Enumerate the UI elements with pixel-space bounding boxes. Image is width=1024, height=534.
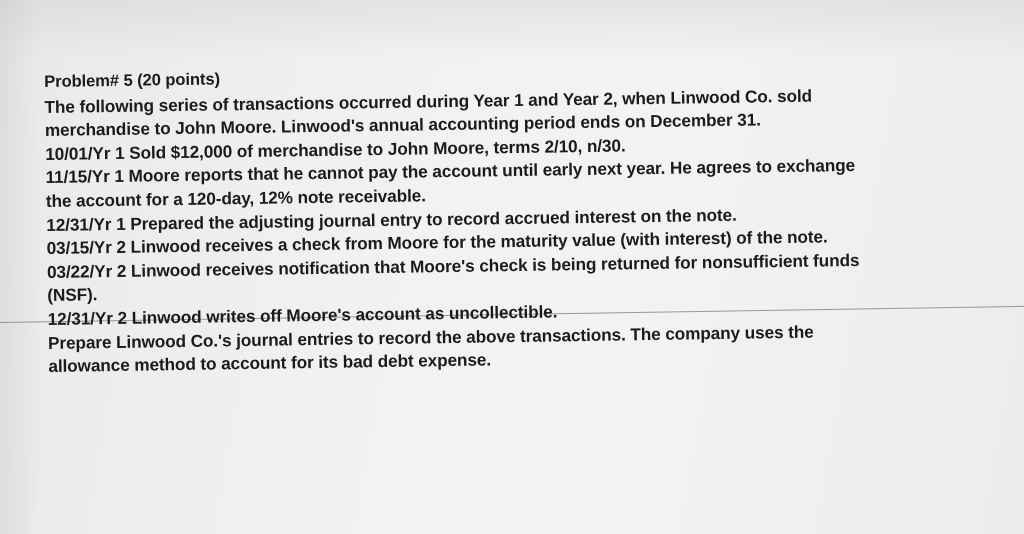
transaction-11-15-yr1-cont: the account for a 120-day, 12% note receivable.	[45, 185, 426, 211]
paper-shadow-left	[0, 0, 40, 534]
problem-line-1: The following series of transactions occurred during Year 1 and Year 2, when Linwood Co. sold	[44, 85, 813, 117]
transaction-03-22-yr2: 03/22/Yr 2 Linwood receives notification that Moore's check is being returned for nonsufficient funds	[46, 249, 860, 282]
problem-text-block	[44, 56, 1008, 379]
transaction-11-15-yr1: 11/15/Yr 1 Moore reports that he cannot pay the account until early next year. He agrees to exchange	[45, 155, 856, 188]
instruction-line-2: allowance method to account for its bad debt expense.	[48, 349, 492, 377]
transaction-12-31-yr1: 12/31/Yr 1 Prepared the adjusting journal entry to record accrued interest on the note.	[46, 204, 737, 235]
transaction-03-15-yr2: 03/15/Yr 2 Linwood receives a check from Moore for the maturity value (with interest) of the note.	[46, 226, 828, 259]
instruction-line-1: Prepare Linwood Co.'s journal entries to record the above transactions. The company uses the	[47, 321, 814, 353]
transaction-12-31-yr2: 12/31/Yr 2 Linwood writes off Moore's account as uncollectible.	[47, 301, 558, 329]
transaction-03-22-yr2-cont: (NSF).	[47, 284, 98, 306]
transaction-10-01-yr1: 10/01/Yr 1 Sold $12,000 of merchandise to John Moore, terms 2/10, n/30.	[45, 135, 626, 164]
problem-title: Problem# 5 (20 points)	[44, 69, 221, 91]
paper-shadow-top	[0, 0, 1024, 60]
problem-line-2: merchandise to John Moore. Linwood's annual accounting period ends on December 31.	[44, 109, 761, 141]
